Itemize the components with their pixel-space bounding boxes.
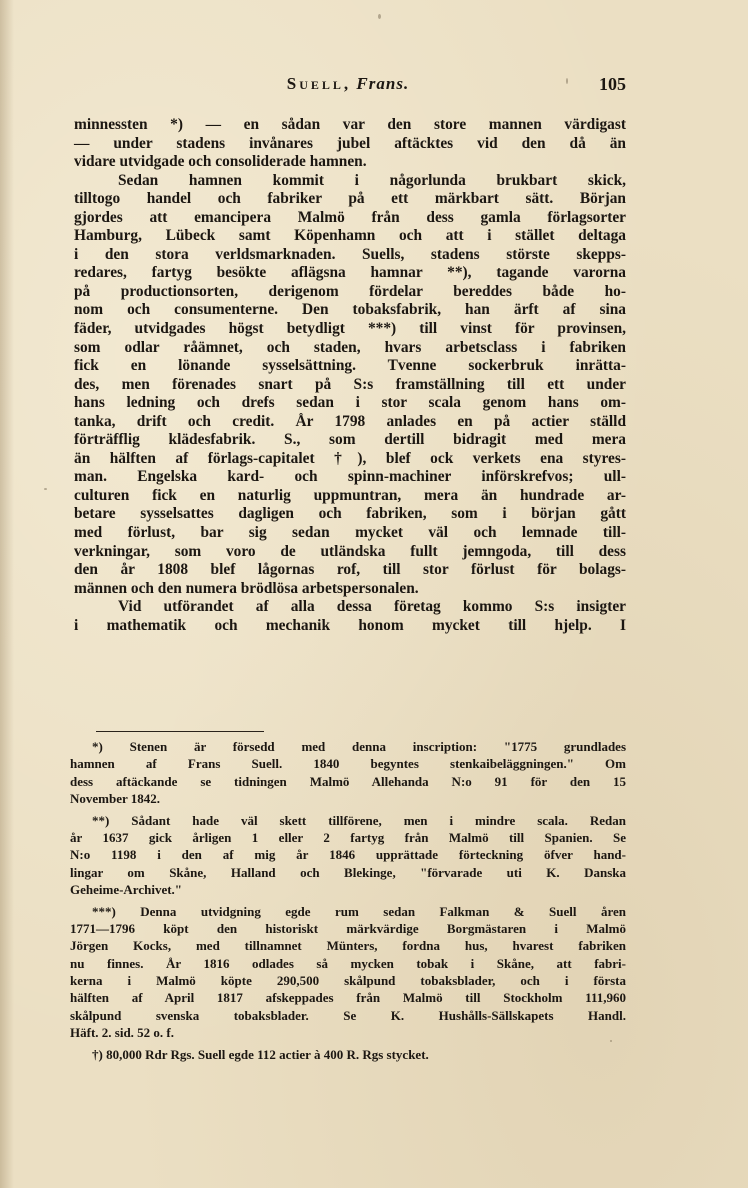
running-head-title <box>70 74 626 94</box>
footnote-line: †) 80,000 Rdr Rgs. Suell egde 112 actier à 400 R. Rgs stycket. <box>92 1046 429 1062</box>
footnote <box>70 903 626 1042</box>
text-line: än hälften af förlags-capitalet †), blef ock verkets ena styres- <box>74 449 626 467</box>
footnote-line: skålpund svenska tobaksblader. Se K. Hushålls-Sällskapets Handl. <box>70 1007 626 1023</box>
footnote <box>70 812 626 899</box>
text-line: nom och consumenterne. Den tobaksfabrik, han ärft af sina <box>74 301 626 319</box>
text-line: den år 1808 blef lågornas rof, till stor förlust för bolags- <box>74 561 626 579</box>
running-head <box>70 74 626 100</box>
footnote-line: år 1637 gick årligen 1 eller 2 fartyg från Malmö till Spanien. Se <box>70 829 626 845</box>
text-line: fick en lönande sysselsättning. Tvenne sockerbruk inrätta- <box>74 357 626 375</box>
text-line: på productionsorten, derigenom fördelar bereddes både ho- <box>74 282 626 300</box>
text-line: hans ledning och drefs sedan i stor scala genom hans om- <box>74 394 626 412</box>
footnote-line: *) Stenen är försedd med denna inscription: "1775 grundlades <box>92 739 626 754</box>
paper-speck <box>566 78 568 84</box>
footnote-line: 1771—1796 köpt den historiskt märkvärdige Borgmästaren i Malmö <box>70 920 626 936</box>
page-number: 105 <box>599 74 626 94</box>
running-head-surname: Suell, <box>286 74 352 93</box>
text-line: des, men förenades snart på S:s framställning till ett under <box>74 375 626 393</box>
footnote <box>70 1046 626 1063</box>
text-line: Sedan hamnen kommit i någorlunda brukbart skick, <box>118 171 626 189</box>
footnote-line: Geheime-Archivet." <box>70 882 183 898</box>
text-line: fäder, utvidgades högst betydligt ***) till vinst för provinsen, <box>74 320 626 338</box>
footnote-line: hälften af April 1817 afskeppades från Malmö till Stockholm 111,960 <box>70 990 626 1006</box>
text-line: med förlust, bar sig sedan mycket väl och lemnade till- <box>74 524 626 542</box>
footnote-line: **) Sådant hade väl skett tillförene, men i mindre scala. Redan <box>92 812 626 828</box>
text-line: gjordes att emancipera Malmö från dess gamla förlagsorter <box>74 208 626 226</box>
footnote-line: nu finnes. År 1816 odlades så mycken tobak i Skåne, att fabri- <box>70 955 626 971</box>
text-line: tanka, drift och credit. År 1798 anlades en på actier ställd <box>74 412 626 430</box>
text-line: i den stora verldsmarknaden. Suells, stadens störste skepps- <box>74 245 626 263</box>
footnote-separator-rule <box>96 731 264 732</box>
running-head-given-name: Frans. <box>356 74 410 93</box>
text-line: Vid utförandet af alla dessa företag kommo S:s insigter <box>118 598 626 616</box>
footnote-line: kerna i Malmö köpte 290,500 skålpund tobaksblader, och i första <box>70 973 626 989</box>
paper-speck <box>378 14 381 19</box>
text-line: minnessten *) — en sådan var den store mannen värdigast <box>74 116 626 133</box>
text-line: i mathematik och mechanik honom mycket till hjelp. I <box>74 616 626 634</box>
page-gutter-shadow <box>0 0 14 1188</box>
footnote-line: Häft. 2. sid. 52 o. f. <box>70 1025 174 1041</box>
footnote-line: N:o 1198 i den af mig år 1846 upprättade förteckning öfver hand- <box>70 847 626 863</box>
footnote-line: Jörgen Kocks, med tillnamnet Münters, fordna hus, hvarest fabriken <box>70 938 626 954</box>
footnote-line: dess aftäckande se tidningen Malmö Allehanda N:o 91 för den 15 <box>70 773 626 789</box>
text-line: förträfflig klädesfabrik. S., som dertill bidragit med mera <box>74 431 626 449</box>
text-line: culturen fick en naturlig uppmuntran, mera än hundrade ar- <box>74 486 626 504</box>
text-line: männen och den numera brödlösa arbetspersonalen. <box>74 579 419 597</box>
text-line: vidare utvidgade och consoliderade hamnen. <box>74 153 367 171</box>
text-line: som odlar råämnet, och staden, hvars arbetsclass i fabriken <box>74 338 626 356</box>
text-line: redares, fartyg besökte aflägsna hamnar **), tagande varorna <box>74 264 626 282</box>
text-line: man. Engelska kard- och spinn-machiner införskrefvos; ull- <box>74 468 626 486</box>
footnote-line: hamnen af Frans Suell. 1840 begyntes stenkaibeläggningen." Om <box>70 756 626 772</box>
main-text-block <box>74 116 626 635</box>
text-line: betare sysselsattes dagligen och fabriken, som i början gått <box>74 505 626 523</box>
text-line: verkningar, som voro de utländska fullt jemngoda, till dess <box>74 542 626 560</box>
text-line: — under stadens invånares jubel aftäcktes vid den då än <box>74 134 626 152</box>
footnote-line: November 1842. <box>70 791 161 807</box>
footnote <box>70 738 626 808</box>
text-line: Hamburg, Lübeck samt Köpenhamn och att i stället deltaga <box>74 227 626 245</box>
paper-speck <box>44 488 47 490</box>
text-line: tilltogo handel och fabriker på ett märkbart sätt. Början <box>74 190 626 208</box>
footnote-line: ***) Denna utvidgning egde rum sedan Falkman & Suell åren <box>92 903 626 919</box>
footnotes-block <box>70 738 626 1063</box>
footnote-line: lingar om Skåne, Halland och Blekinge, "förvarade uti K. Danska <box>70 864 626 880</box>
paper-speck <box>610 1040 612 1042</box>
